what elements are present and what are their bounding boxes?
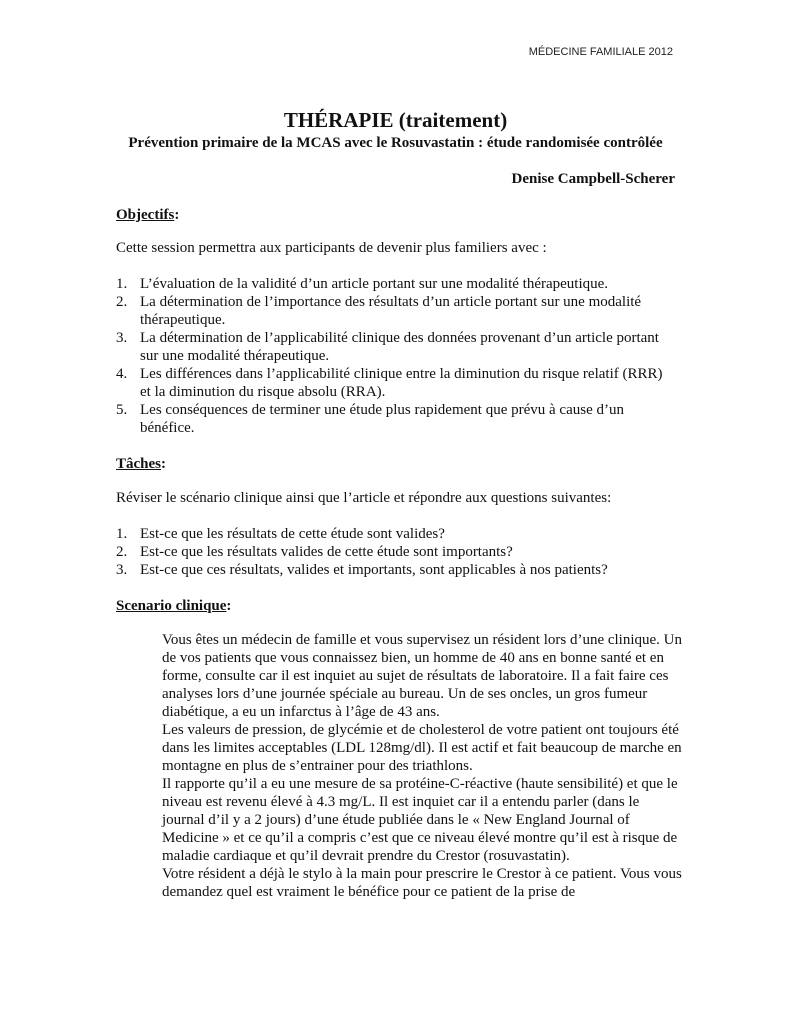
running-header: MÉDECINE FAMILIALE 2012 [528, 46, 673, 58]
list-item-text: Est-ce que les résultats de cette étude sont valides? [140, 526, 445, 542]
list-item-number: 4. [116, 366, 128, 382]
list-item-text: Est-ce que les résultats valides de cette étude sont importants? [140, 544, 513, 560]
objectives-list [116, 275, 676, 437]
list-item [116, 561, 676, 579]
tasks-heading-text: Tâches [116, 456, 161, 472]
page-subtitle: Prévention primaire de la MCAS avec le Rosuvastatin : étude randomisée contrôlée [128, 135, 663, 151]
list-item-text: Les différences dans l’applicabilité clinique entre la diminution du risque relatif (RRR) et la diminution du risque absolu (RRA). [140, 366, 663, 400]
list-item [116, 329, 676, 365]
scenario-heading [116, 597, 231, 615]
tasks-intro: Réviser le scénario clinique ainsi que l’article et répondre aux questions suivantes: [116, 490, 612, 506]
scenario-paragraph: Les valeurs de pression, de glycémie et de cholesterol de votre patient ont toujours été dans les limites acceptables (LDL 128mg/dl). Il est actif et fait beaucoup de marche en montagne en plus de s’entrainer pour des triathlons. [162, 722, 682, 774]
scenario-paragraph: Votre résident a déjà le stylo à la main pour prescrire le Crestor à ce patient. Vous vous demandez quel est vraiment le bénéfice pour ce patient de la prise de [162, 866, 682, 900]
list-item-number: 2. [116, 544, 128, 560]
list-item [116, 543, 676, 561]
tasks-list-container [116, 525, 676, 579]
objectives-heading-colon: : [174, 207, 180, 223]
list-item [116, 525, 676, 543]
list-item-number: 1. [116, 526, 128, 542]
list-item-number: 3. [116, 330, 128, 346]
list-item [116, 275, 676, 293]
scenario-heading-colon: : [226, 598, 232, 614]
objectives-intro: Cette session permettra aux participants de devenir plus familiers avec : [116, 240, 547, 256]
objectives-list-container [116, 275, 676, 437]
scenario-paragraph: Vous êtes un médecin de famille et vous supervisez un résident lors d’une clinique. Un de vos patients que vous connaissez bien, un homme de 40 ans en bonne santé et en forme, consulte car il est inquiet au sujet de résultats de laboratoire. Il a fait faire ces analyses lors d’une journée spéciale au bureau. Un de ses oncles, un gros fumeur diabétique, a eu un infarctus à l’âge de 43 ans. [162, 632, 683, 720]
list-item-text: Est-ce que ces résultats, valides et importants, sont applicables à nos patients? [140, 562, 608, 578]
page-title: THÉRAPIE (traitement) [283, 108, 508, 132]
list-item-text: La détermination de l’importance des résultats d’un article portant sur une modalité thérapeutique. [140, 294, 642, 328]
list-item-text: La détermination de l’applicabilité clinique des données provenant d’un article portant sur une modalité thérapeutique. [140, 330, 659, 364]
objectives-heading [116, 206, 179, 224]
list-item [116, 365, 676, 401]
list-item [116, 401, 676, 437]
scenario-body [162, 631, 682, 901]
list-item-text: Les conséquences de terminer une étude plus rapidement que prévu à cause d’un bénéfice. [140, 402, 624, 436]
list-item-number: 1. [116, 276, 128, 292]
scenario-heading-text: Scenario clinique [116, 598, 227, 614]
list-item-number: 5. [116, 402, 128, 418]
objectives-heading-text: Objectifs [116, 207, 175, 223]
list-item-number: 3. [116, 562, 128, 578]
list-item-number: 2. [116, 294, 128, 310]
tasks-heading [116, 455, 166, 473]
tasks-heading-colon: : [161, 456, 166, 472]
author-name: Denise Campbell-Scherer [511, 171, 675, 187]
scenario-paragraph: Il rapporte qu’il a eu une mesure de sa protéine-C-réactive (haute sensibilité) et que le niveau est revenu élevé à 4.3 mg/L. Il est inquiet car il a entendu parler (dans le journal d’il y a 2 jours) d’une étude publiée dans le « New England Journal of Medicine » et ce qu’il a compris c’est que ce niveau élevé montre qu’il est à risque de maladie cardiaque et qu’il devrait prendre du Crestor (rosuvastatin). [162, 776, 678, 864]
list-item [116, 293, 676, 329]
list-item-text: L’évaluation de la validité d’un article portant sur une modalité thérapeutique. [140, 276, 609, 292]
tasks-list [116, 525, 676, 579]
